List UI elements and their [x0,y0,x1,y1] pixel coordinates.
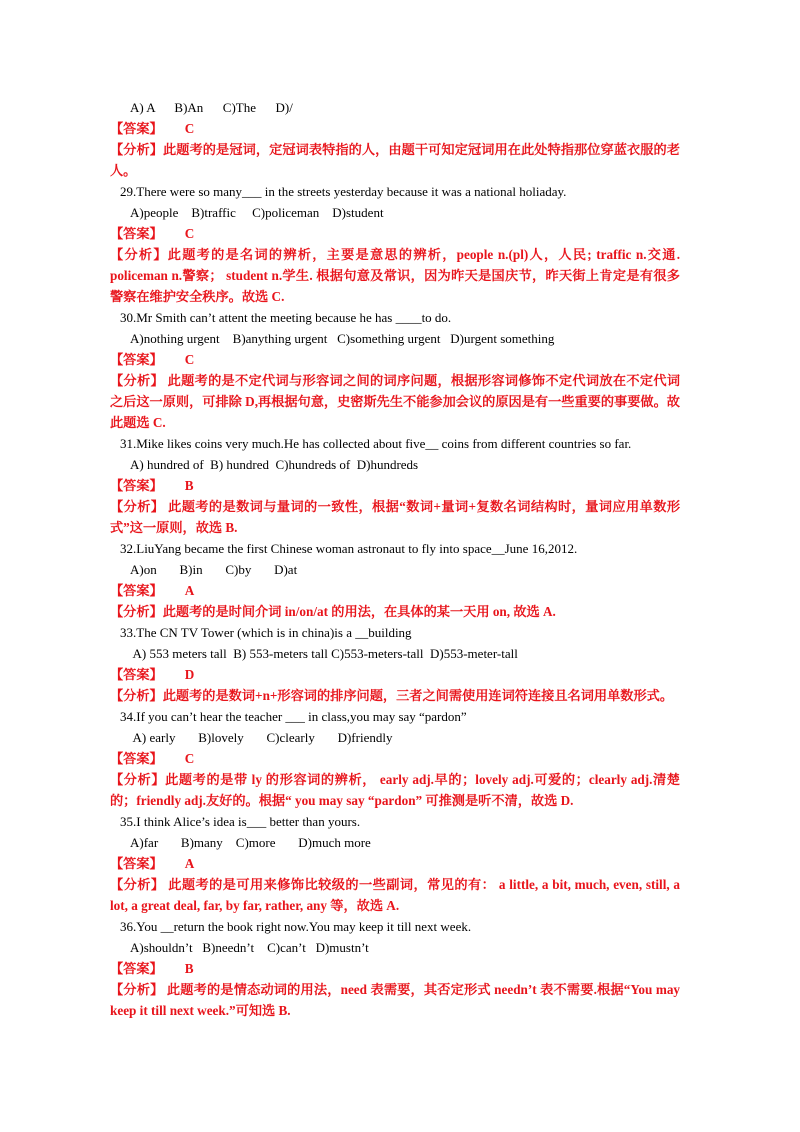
analysis-text: 此题考的是带 ly 的形容词的辨析， early adj.早的；lovely adj.可爱的；clearly adj.清楚的；friendly adj.友好的。根据“ you may say “pardon” 可推测是听不清，故选 D. [110,772,680,808]
answer-row [110,853,680,874]
question-block-31 [110,433,680,538]
analysis-text: 此题考的是名词的辨析，主要是意思的辨析，people n.(pl)人，人民; traffic n.交通. policeman n.警察； student n.学生. 根据句意及常识，因为昨天是国庆节，昨天街上肯定是有很多警察在维护安全秩序。故选 C. [110,247,680,304]
answer-options: A) 553 meters tall B) 553-meters tall C)553-meters-tall D)553-meter-tall [130,646,518,661]
answer-row [110,475,680,496]
answer-options: A)people B)traffic C)policeman D)student [130,205,384,220]
answer-value: C [184,121,195,136]
analysis-label: 【分析】 [110,247,168,262]
answer-value: C [184,226,195,241]
answer-options: A)shouldn’t B)needn’t C)can’t D)mustn’t [130,940,369,955]
answer-value: D [184,667,195,682]
analysis [110,370,680,433]
analysis-label: 【分析】 [110,373,164,388]
answer-row [110,748,680,769]
answer-label: 【答案】 [110,478,163,493]
answer-row [110,958,680,979]
answer-label: 【答案】 [110,583,163,598]
answer-value: A [184,583,195,598]
answer-label: 【答案】 [110,751,163,766]
analysis-label: 【分析】 [110,604,163,619]
question-block-35 [110,811,680,916]
answer-label: 【答案】 [110,352,163,367]
question-block-36 [110,916,680,1021]
question-text: 33.The CN TV Tower (which is in china)is a __building [120,625,412,640]
question-text: 36.You __return the book right now.You may keep it till next week. [120,919,472,934]
question-text: 32.LiuYang became the first Chinese woman astronaut to fly into space__June 16,2012. [120,541,578,556]
analysis-label: 【分析】 [110,142,164,157]
analysis [110,769,680,811]
analysis [110,601,680,622]
analysis [110,244,680,307]
analysis-text: 此题考的是可用来修饰比较级的一些副词，常见的有： a little, a bit, much, even, still, a lot, a great deal, far, by far, rather, any 等，故选 A. [110,877,680,913]
answer-label: 【答案】 [110,856,163,871]
analysis-text: 此题考的是不定代词与形容词之间的词序问题，根据形容词修饰不定代词放在不定代词之后这一原则，可排除 D,再根据句意，史密斯先生不能参加会议的原因是有一些重要的事要做。故此题选 C. [110,373,681,430]
question-block-28 [110,97,680,181]
analysis-label: 【分析】 [110,772,166,787]
answer-options: A) early B)lovely C)clearly D)friendly [130,730,393,745]
analysis [110,979,680,1021]
analysis [110,874,680,916]
analysis-text: 此题考的是数词与量词的一致性，根据“数词+量词+复数名词结构时，量词应用单数形式”这一原则，故选 B. [110,499,681,535]
question-text: 31.Mike likes coins very much.He has collected about five__ coins from different countries so far. [120,436,632,451]
analysis-text: 此题考的是时间介词 in/on/at 的用法，在具体的某一天用 on, 故选 A. [162,604,556,619]
answer-options: A) A B)An C)The D)/ [130,100,293,115]
answer-value: B [184,961,194,976]
question-block-29 [110,181,680,307]
question-block-33 [110,622,680,706]
analysis-text: 此题考的是冠词，定冠词表特指的人，由题干可知定冠词用在此处特指那位穿蓝衣服的老人。 [110,142,680,178]
analysis-text: 此题考的是数词+n+形容词的排序问题，三者之间需使用连词符连接且名词用单数形式。 [162,688,674,703]
question-block-30 [110,307,680,433]
answer-row [110,223,680,244]
analysis-label: 【分析】 [110,877,165,892]
analysis [110,685,680,706]
question-text: 34.If you can’t hear the teacher ___ in class,you may say “pardon” [120,709,467,724]
question-block-34 [110,706,680,811]
answer-value: C [184,352,195,367]
analysis [110,139,680,181]
answer-row [110,580,680,601]
analysis [110,496,680,538]
answer-row [110,349,680,370]
question-text: 30.Mr Smith can’t attent the meeting because he has ____to do. [120,310,452,325]
answer-options: A)far B)many C)more D)much more [130,835,371,850]
analysis-label: 【分析】 [110,688,163,703]
answer-label: 【答案】 [110,226,163,241]
question-block-32 [110,538,680,622]
answer-options: A) hundred of B) hundred C)hundreds of D)hundreds [130,457,419,472]
answer-label: 【答案】 [110,121,163,136]
question-text: 35.I think Alice’s idea is___ better than yours. [120,814,361,829]
answer-label: 【答案】 [110,667,163,682]
answer-value: A [184,856,195,871]
answer-row [110,118,680,139]
question-text: 29.There were so many___ in the streets yesterday because it was a national holiaday. [120,184,567,199]
answer-value: C [184,751,195,766]
analysis-label: 【分析】 [110,499,165,514]
analysis-label: 【分析】 [110,982,164,997]
answer-row [110,664,680,685]
answer-options: A)nothing urgent B)anything urgent C)something urgent D)urgent something [130,331,555,346]
answer-options: A)on B)in C)by D)at [130,562,298,577]
answer-value: B [184,478,194,493]
analysis-text: 此题考的是情态动词的用法，need 表需要，其否定形式 needn’t 表不需要.根据“You may keep it till next week.”可知选 B. [110,982,681,1018]
answer-label: 【答案】 [110,961,163,976]
